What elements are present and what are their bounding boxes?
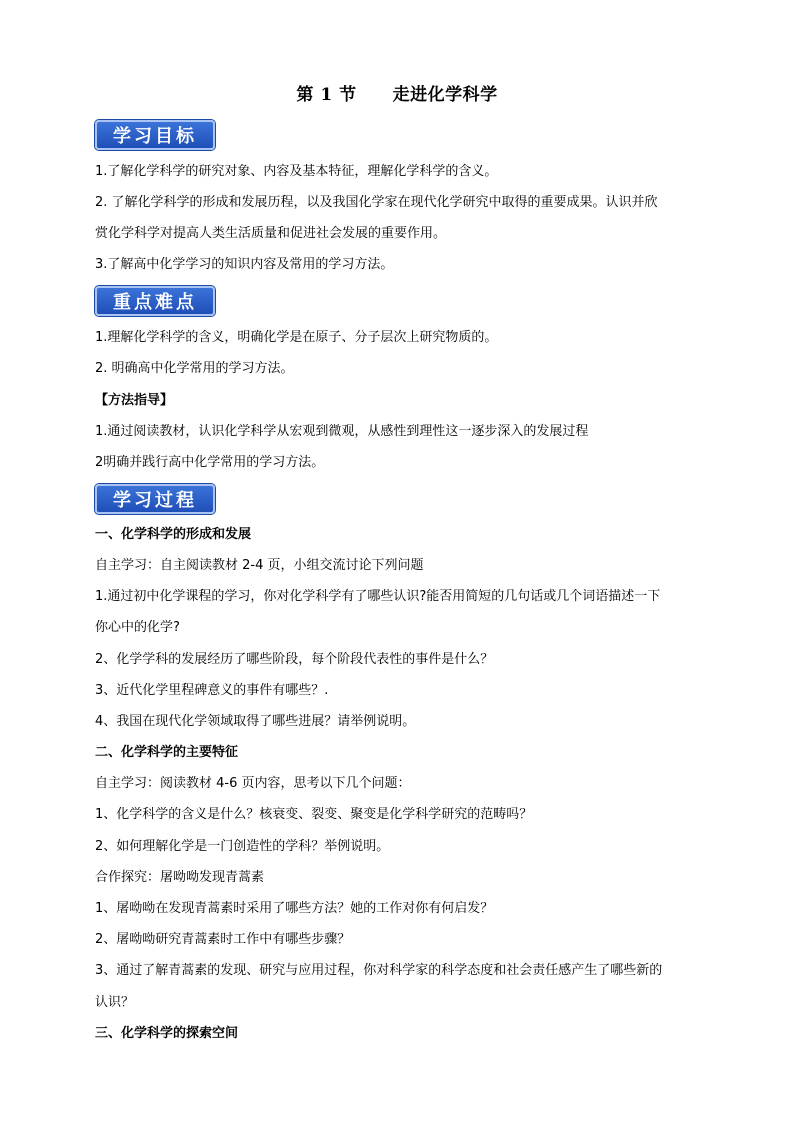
part2-line-1: 自主学习：阅读教材 4-6 页内容，思考以下几个问题：: [95, 776, 411, 791]
part1-line-1: 自主学习：自主阅读教材 2-4 页，小组交流讨论下列问题: [95, 558, 424, 573]
part2-line-2: 1、化学科学的含义是什么？核衰变、裂变、聚变是化学科学研究的范畴吗？: [95, 807, 533, 822]
objective-2-cont: 赏化学科学对提高人类生活质量和促进社会发展的重要作用。: [95, 226, 447, 241]
section-number: 第 1 节: [296, 85, 357, 105]
part1-line-6: 4、我国在现代化学领域取得了哪些进展？请举例说明。: [95, 714, 416, 729]
page-title: [0, 80, 794, 105]
method-item-2: 2明确并践行高中化学常用的学习方法。: [95, 455, 325, 470]
part1-heading: 一、化学科学的形成和发展: [95, 527, 252, 542]
key-point-2: 2. 明确高中化学常用的学习方法。: [95, 361, 294, 376]
process-badge: 学习过程: [95, 484, 215, 514]
part2-line-6: 2、屠呦呦研究青蒿素时工作中有哪些步骤？: [95, 932, 351, 947]
objective-3: 3.了解高中化学学习的知识内容及常用的学习方法。: [95, 257, 394, 272]
part2-line-3: 2、如何理解化学是一门创造性的学科？举例说明。: [95, 839, 390, 854]
objective-2: 2. 了解化学科学的形成和发展历程，以及我国化学家在现代化学研究中取得的重要成果。认识并欣: [95, 195, 658, 210]
part2-line-8: 认识？: [95, 995, 135, 1010]
part1-line-2: 1.通过初中化学课程的学习，你对化学科学有了哪些认识?能否用简短的几句话或几个词语描述一下: [95, 589, 661, 604]
part1-line-4: 2、化学学科的发展经历了哪些阶段，每个阶段代表性的事件是什么？: [95, 652, 494, 667]
part2-line-4: 合作探究：屠呦呦发现青蒿素: [95, 870, 265, 885]
part2-heading: 二、化学科学的主要特征: [95, 745, 239, 760]
part1-line-5: 3、近代化学里程碑意义的事件有哪些？.: [95, 683, 329, 698]
part3-heading: 三、化学科学的探索空间: [95, 1026, 239, 1041]
part1-line-3: 你心中的化学?: [95, 620, 180, 635]
part2-line-5: 1、屠呦呦在发现青蒿素时采用了哪些方法？她的工作对你有何启发？: [95, 901, 494, 916]
objectives-badge: 学习目标: [95, 120, 215, 150]
method-heading: 【方法指导】: [95, 393, 174, 408]
method-item-1: 1.通过阅读教材，认识化学科学从宏观到微观，从感性到理性这一逐步深入的发展过程: [95, 424, 589, 439]
objective-1: 1.了解化学科学的研究对象、内容及基本特征，理解化学科学的含义。: [95, 164, 498, 179]
part2-line-7: 3、通过了解青蒿素的发现、研究与应用过程，你对科学家的科学态度和社会责任感产生了哪些新的: [95, 963, 663, 978]
key-point-1: 1.理解化学科学的含义，明确化学是在原子、分子层次上研究物质的。: [95, 330, 498, 345]
key-points-badge: 重点难点: [95, 286, 215, 316]
section-name: 走进化学科学: [392, 85, 498, 105]
